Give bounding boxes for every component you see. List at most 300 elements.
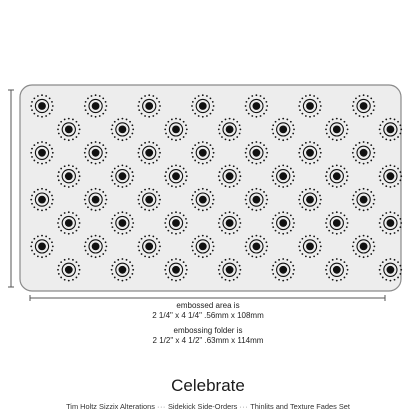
- burst-dot: [49, 191, 51, 193]
- burst-dot: [210, 253, 212, 255]
- burst-dot: [185, 133, 187, 135]
- burst-dot: [79, 269, 81, 271]
- burst-dot: [60, 183, 62, 185]
- burst-dot: [299, 203, 301, 205]
- burst-dot: [57, 222, 59, 224]
- burst-center: [253, 243, 261, 251]
- burst-dot: [33, 160, 35, 162]
- burst-dot: [218, 129, 220, 131]
- burst-dot: [131, 171, 133, 173]
- burst-dot: [148, 141, 150, 143]
- burst-dot: [79, 129, 81, 131]
- burst-dot: [313, 255, 315, 257]
- burst-dot: [346, 226, 348, 228]
- burst-dot: [325, 222, 327, 224]
- burst-dot: [51, 148, 53, 150]
- burst-dot: [85, 241, 87, 243]
- burst-dot: [99, 142, 101, 144]
- burst-dot: [299, 148, 301, 150]
- burst-center: [119, 172, 127, 180]
- burst-dot: [382, 230, 384, 232]
- burst-dot: [236, 230, 238, 232]
- burst-dot: [340, 212, 342, 214]
- burst-dot: [105, 148, 107, 150]
- embossing-folder-label: embossing folder is: [173, 326, 243, 335]
- burst-dot: [363, 235, 365, 237]
- burst-dot: [72, 185, 74, 187]
- burst-dot: [158, 250, 160, 252]
- burst-dot: [152, 189, 154, 191]
- burst-dot: [95, 210, 97, 212]
- burst-dot: [390, 165, 392, 167]
- burst-dot: [272, 269, 274, 271]
- burst-dot: [58, 226, 60, 228]
- burst-dot: [397, 121, 399, 123]
- burst-dot: [158, 109, 160, 111]
- burst-dot: [344, 168, 346, 170]
- burst-dot: [240, 269, 242, 271]
- burst-dot: [326, 171, 328, 173]
- burst-dot: [352, 199, 354, 201]
- burst-dot: [95, 235, 97, 237]
- burst-dot: [290, 183, 292, 185]
- burst-dot: [165, 171, 167, 173]
- burst-dot: [260, 95, 262, 97]
- burst-dot: [72, 279, 74, 281]
- burst-dot: [352, 152, 354, 154]
- burst-dot: [112, 273, 114, 275]
- burst-dot: [233, 279, 235, 281]
- burst-dot: [229, 139, 231, 141]
- burst-dot: [332, 212, 334, 214]
- burst-dot: [156, 191, 158, 193]
- burst-dot: [373, 101, 375, 103]
- burst-dot: [85, 195, 87, 197]
- burst-dot: [132, 269, 134, 271]
- burst-dot: [191, 105, 193, 107]
- burst-dot: [156, 253, 158, 255]
- burst-dot: [317, 238, 319, 240]
- burst-dot: [301, 113, 303, 115]
- burst-dot: [91, 95, 93, 97]
- burst-dot: [225, 138, 227, 140]
- burst-dot: [332, 259, 334, 261]
- burst-dot: [37, 209, 39, 211]
- burst-dot: [76, 168, 78, 170]
- burst-dot: [33, 238, 35, 240]
- burst-dot: [212, 241, 214, 243]
- burst-dot: [49, 238, 51, 240]
- burst-dot: [355, 160, 357, 162]
- burst-dot: [275, 183, 277, 185]
- burst-dot: [282, 165, 284, 167]
- burst-dot: [105, 203, 107, 205]
- burst-dot: [131, 179, 133, 181]
- burst-dot: [400, 175, 402, 177]
- burst-dot: [114, 277, 116, 279]
- burst-dot: [57, 269, 59, 271]
- burst-dot: [141, 191, 143, 193]
- burst-dot: [240, 222, 242, 224]
- burst-dot: [37, 115, 39, 117]
- burst-dot: [95, 163, 97, 165]
- burst-dot: [117, 259, 119, 261]
- burst-dot: [265, 101, 267, 103]
- burst-dot: [385, 212, 387, 214]
- burst-center: [360, 149, 368, 157]
- burst-dot: [138, 246, 140, 248]
- burst-center: [333, 172, 341, 180]
- burst-dot: [225, 259, 227, 261]
- burst-dot: [363, 210, 365, 212]
- burst-dot: [347, 175, 349, 177]
- burst-dot: [179, 279, 181, 281]
- burst-dot: [87, 113, 89, 115]
- burst-dot: [319, 250, 321, 252]
- burst-dot: [51, 101, 53, 103]
- burst-dot: [266, 152, 268, 154]
- burst-dot: [399, 273, 401, 275]
- burst-dot: [320, 152, 322, 154]
- burst-dot: [352, 105, 354, 107]
- burst-dot: [31, 241, 33, 243]
- burst-dot: [148, 256, 150, 258]
- burst-dot: [319, 156, 321, 158]
- burst-dot: [326, 124, 328, 126]
- burst-dot: [91, 255, 93, 257]
- burst-dot: [132, 129, 134, 131]
- burst-dot: [185, 273, 187, 275]
- burst-dot: [165, 273, 167, 275]
- burst-dot: [272, 124, 274, 126]
- burst-dot: [367, 209, 369, 211]
- burst-dot: [131, 133, 133, 135]
- burst-dot: [272, 222, 274, 224]
- burst-dot: [394, 185, 396, 187]
- burst-dot: [192, 109, 194, 111]
- burst-dot: [286, 165, 288, 167]
- burst-dot: [192, 250, 194, 252]
- burst-dot: [332, 185, 334, 187]
- burst-dot: [278, 232, 280, 234]
- burst-dot: [152, 142, 154, 144]
- burst-dot: [370, 113, 372, 115]
- burst-dot: [37, 255, 39, 257]
- burst-dot: [117, 279, 119, 281]
- burst-dot: [144, 142, 146, 144]
- burst-dot: [221, 214, 223, 216]
- burst-dot: [355, 191, 357, 193]
- burst-dot: [221, 183, 223, 185]
- burst-dot: [263, 206, 265, 208]
- burst-dot: [131, 265, 133, 267]
- burst-dot: [272, 171, 274, 173]
- burst-dot: [60, 121, 62, 123]
- burst-dot: [240, 175, 242, 177]
- burst-dot: [299, 101, 301, 103]
- burst-dot: [41, 235, 43, 237]
- burst-dot: [286, 212, 288, 214]
- burst-dot: [126, 185, 128, 187]
- burst-dot: [399, 179, 401, 181]
- burst-dot: [198, 142, 200, 144]
- burst-dot: [239, 218, 241, 220]
- burst-dot: [138, 241, 140, 243]
- burst-dot: [394, 119, 396, 121]
- burst-dot: [221, 277, 223, 279]
- burst-dot: [179, 232, 181, 234]
- burst-dot: [278, 165, 280, 167]
- burst-dot: [85, 148, 87, 150]
- burst-dot: [78, 226, 80, 228]
- burst-dot: [64, 185, 66, 187]
- burst-dot: [192, 241, 194, 243]
- burst-dot: [353, 241, 355, 243]
- burst-center: [199, 196, 207, 204]
- burst-dot: [99, 209, 101, 211]
- burst-dot: [319, 203, 321, 205]
- burst-dot: [373, 148, 375, 150]
- burst-dot: [256, 210, 258, 212]
- burst-dot: [282, 233, 284, 235]
- burst-dot: [84, 105, 86, 107]
- burst-dot: [198, 95, 200, 97]
- burst-dot: [41, 94, 43, 96]
- burst-dot: [236, 168, 238, 170]
- burst-dot: [373, 250, 375, 252]
- burst-dot: [167, 168, 169, 170]
- burst-center: [226, 219, 234, 227]
- burst-dot: [138, 152, 140, 154]
- burst-dot: [367, 115, 369, 117]
- burst-dot: [245, 246, 247, 248]
- burst-dot: [256, 235, 258, 237]
- burst-center: [172, 125, 180, 133]
- burst-dot: [219, 218, 221, 220]
- burst-dot: [68, 165, 70, 167]
- burst-dot: [60, 136, 62, 138]
- burst-dot: [131, 218, 133, 220]
- embossing-folder-size: 2 1/2" x 4 1/2" .63mm x 114mm: [152, 336, 264, 345]
- burst-dot: [106, 152, 108, 154]
- burst-dot: [102, 238, 104, 240]
- burst-dot: [122, 258, 124, 260]
- burst-center: [360, 196, 368, 204]
- burst-dot: [275, 261, 277, 263]
- burst-dot: [319, 101, 321, 103]
- burst-dot: [367, 255, 369, 257]
- burst-dot: [202, 235, 204, 237]
- burst-dot: [58, 218, 60, 220]
- burst-dot: [379, 222, 381, 224]
- burst-dot: [218, 175, 220, 177]
- burst-dot: [212, 156, 214, 158]
- burst-dot: [272, 133, 274, 135]
- burst-dot: [399, 218, 401, 220]
- burst-dot: [251, 115, 253, 117]
- burst-center: [92, 149, 100, 157]
- burst-dot: [198, 255, 200, 257]
- burst-dot: [309, 94, 311, 96]
- burst-dot: [355, 206, 357, 208]
- burst-dot: [58, 124, 60, 126]
- burst-dot: [87, 238, 89, 240]
- burst-dot: [202, 256, 204, 258]
- burst-dot: [317, 160, 319, 162]
- burst-center: [387, 172, 395, 180]
- burst-center: [226, 266, 234, 274]
- burst-dot: [260, 162, 262, 164]
- burst-dot: [175, 211, 177, 213]
- burst-dot: [298, 246, 300, 248]
- burst-dot: [397, 230, 399, 232]
- burst-dot: [49, 97, 51, 99]
- burst-dot: [290, 230, 292, 232]
- burst-dot: [152, 209, 154, 211]
- burst-dot: [278, 119, 280, 121]
- burst-dot: [326, 226, 328, 228]
- burst-dot: [45, 95, 47, 97]
- burst-dot: [31, 250, 33, 252]
- burst-dot: [158, 241, 160, 243]
- burst-dot: [60, 230, 62, 232]
- burst-dot: [175, 280, 177, 282]
- burst-dot: [112, 133, 114, 135]
- burst-dot: [85, 109, 87, 111]
- burst-dot: [30, 246, 32, 248]
- burst-dot: [114, 230, 116, 232]
- burst-dot: [191, 152, 193, 154]
- burst-dot: [33, 191, 35, 193]
- burst-dot: [91, 209, 93, 211]
- burst-dot: [144, 255, 146, 257]
- burst-dot: [301, 253, 303, 255]
- burst-dot: [344, 230, 346, 232]
- folder-outline: [20, 85, 401, 291]
- burst-dot: [185, 171, 187, 173]
- burst-dot: [183, 214, 185, 216]
- burst-dot: [138, 148, 140, 150]
- burst-dot: [192, 101, 194, 103]
- burst-dot: [138, 250, 140, 252]
- burst-dot: [219, 124, 221, 126]
- burst-dot: [301, 238, 303, 240]
- burst-dot: [355, 253, 357, 255]
- burst-dot: [305, 209, 307, 211]
- burst-dot: [260, 209, 262, 211]
- burst-dot: [359, 115, 361, 117]
- burst-dot: [111, 222, 113, 224]
- burst-dot: [359, 142, 361, 144]
- burst-dot: [370, 160, 372, 162]
- burst-dot: [78, 265, 80, 267]
- burst-dot: [256, 256, 258, 258]
- burst-dot: [256, 188, 258, 190]
- burst-dot: [95, 141, 97, 143]
- burst-dot: [117, 165, 119, 167]
- burst-dot: [141, 113, 143, 115]
- burst-center: [279, 172, 287, 180]
- burst-center: [199, 243, 207, 251]
- burst-center: [387, 219, 395, 227]
- burst-dot: [328, 183, 330, 185]
- burst-dot: [192, 156, 194, 158]
- burst-dot: [87, 206, 89, 208]
- burst-dot: [31, 148, 33, 150]
- burst-dot: [275, 136, 277, 138]
- burst-dot: [37, 95, 39, 97]
- product-subtitle: [0, 402, 416, 412]
- burst-dot: [221, 230, 223, 232]
- burst-dot: [332, 279, 334, 281]
- burst-dot: [186, 222, 188, 224]
- burst-center: [226, 125, 234, 133]
- burst-dot: [245, 199, 247, 201]
- burst-dot: [112, 218, 114, 220]
- burst-dot: [99, 115, 101, 117]
- burst-dot: [353, 250, 355, 252]
- burst-dot: [158, 195, 160, 197]
- burst-dot: [114, 121, 116, 123]
- burst-dot: [380, 273, 382, 275]
- burst-dot: [382, 121, 384, 123]
- burst-dot: [336, 280, 338, 282]
- burst-dot: [206, 255, 208, 257]
- burst-center: [199, 149, 207, 157]
- burst-dot: [194, 253, 196, 255]
- burst-dot: [282, 211, 284, 213]
- burst-dot: [58, 171, 60, 173]
- burst-dot: [99, 255, 101, 257]
- burst-dot: [212, 101, 214, 103]
- burst-dot: [326, 265, 328, 267]
- burst-dot: [112, 179, 114, 181]
- burst-dot: [126, 119, 128, 121]
- burst-dot: [344, 261, 346, 263]
- burst-dot: [171, 119, 173, 121]
- burst-dot: [41, 210, 43, 212]
- burst-dot: [141, 97, 143, 99]
- burst-dot: [156, 97, 158, 99]
- burst-dot: [373, 156, 375, 158]
- burst-dot: [359, 209, 361, 211]
- burst-dot: [225, 119, 227, 121]
- burst-dot: [260, 142, 262, 144]
- burst-center: [38, 149, 46, 157]
- burst-dot: [76, 136, 78, 138]
- burst-dot: [111, 129, 113, 131]
- burst-dot: [265, 203, 267, 205]
- burst-dot: [299, 195, 301, 197]
- burst-dot: [272, 218, 274, 220]
- burst-dot: [353, 101, 355, 103]
- burst-dot: [278, 259, 280, 261]
- subtitle-item-thinlits: Thinlits and Texture Fades Set: [250, 402, 350, 411]
- burst-dot: [33, 144, 35, 146]
- burst-dot: [263, 253, 265, 255]
- burst-dot: [278, 185, 280, 187]
- burst-dot: [390, 233, 392, 235]
- burst-dot: [246, 101, 248, 103]
- burst-dot: [105, 109, 107, 111]
- burst-dot: [317, 97, 319, 99]
- burst-dot: [359, 162, 361, 164]
- burst-dot: [105, 101, 107, 103]
- burst-dot: [390, 186, 392, 188]
- burst-dot: [37, 189, 39, 191]
- burst-dot: [353, 203, 355, 205]
- burst-dot: [95, 116, 97, 118]
